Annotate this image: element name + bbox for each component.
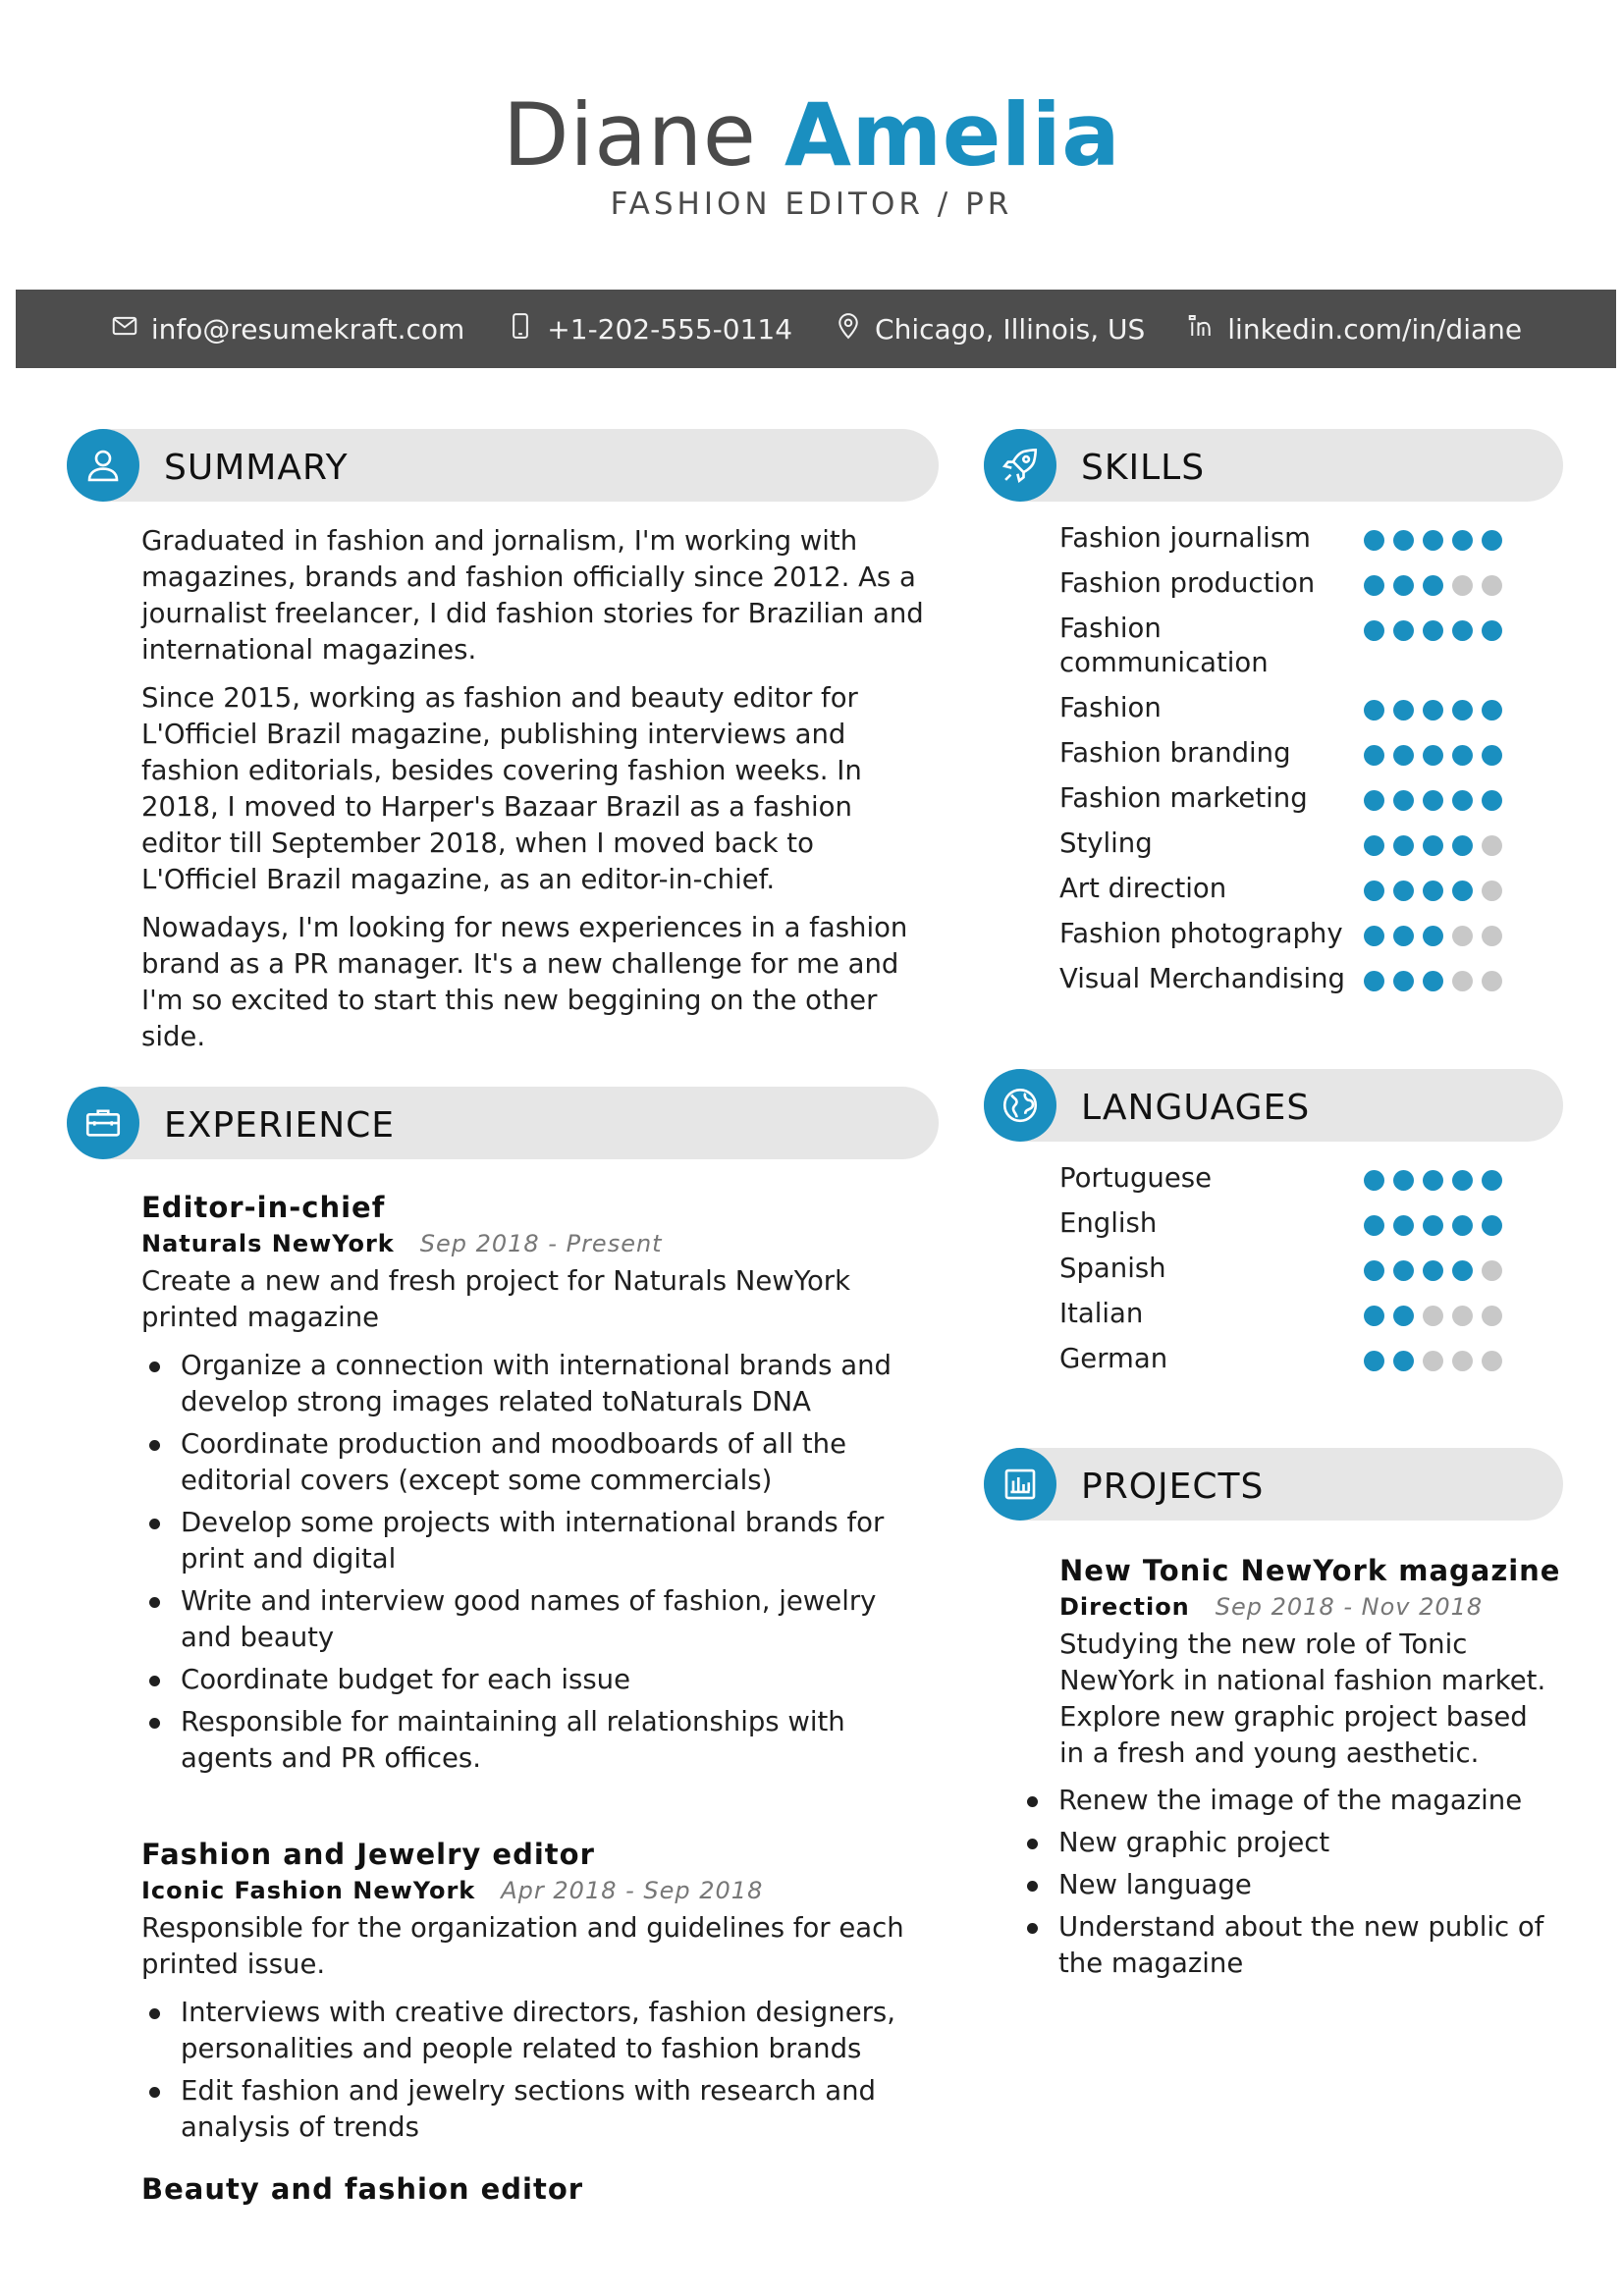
- rating-dot-empty: [1423, 1306, 1443, 1326]
- map-pin-icon: [834, 311, 863, 347]
- rating-dot-filled: [1452, 1170, 1473, 1191]
- rating-row: [1059, 962, 1570, 996]
- contact-bar: [16, 290, 1616, 368]
- rating-dot-filled: [1423, 1215, 1443, 1236]
- rating-dot-empty: [1482, 1306, 1502, 1326]
- rating-dots: [1364, 926, 1502, 946]
- rating-dot-filled: [1423, 745, 1443, 766]
- rating-dot-empty: [1452, 1351, 1473, 1371]
- rating-dot-filled: [1423, 530, 1443, 551]
- rating-dot-filled: [1452, 700, 1473, 721]
- project-date: Sep 2018 - Nov 2018: [1215, 1593, 1484, 1621]
- rating-dots: [1364, 881, 1502, 901]
- rating-dot-filled: [1393, 530, 1414, 551]
- rating-dot-empty: [1423, 1351, 1443, 1371]
- rating-dot-filled: [1452, 881, 1473, 901]
- rating-dot-filled: [1423, 835, 1443, 856]
- rating-dot-filled: [1452, 530, 1473, 551]
- job-meta: [141, 1877, 763, 1904]
- rating-dot-filled: [1482, 530, 1502, 551]
- rating-dot-filled: [1364, 1170, 1384, 1191]
- list-item: Interviews with creative directors, fashion designers, personalities and people related to fashion brands: [143, 1995, 929, 2067]
- rating-dot-filled: [1364, 926, 1384, 946]
- rating-dots: [1364, 835, 1502, 856]
- rating-dots: [1364, 1260, 1502, 1281]
- rating-dot-filled: [1452, 1215, 1473, 1236]
- experience-icon-badge: [67, 1087, 139, 1159]
- project-description: Studying the new role of Tonic NewYork in national fashion market. Explore new graphic project based in a fresh and young aesthetic.: [1059, 1629, 1546, 1769]
- rating-dot-filled: [1423, 700, 1443, 721]
- rating-dot-filled: [1452, 745, 1473, 766]
- rating-label: Fashion photography: [1059, 918, 1343, 949]
- list-item: Coordinate budget for each issue: [143, 1662, 929, 1698]
- list-item: Responsible for maintaining all relationships with agents and PR offices.: [143, 1704, 929, 1777]
- list-item: Develop some projects with international brands for print and digital: [143, 1505, 929, 1577]
- rating-row: [1059, 781, 1570, 816]
- email-text: info@resumekraft.com: [150, 312, 465, 346]
- rating-row: [1059, 1161, 1570, 1196]
- location-text: Chicago, Illinois, US: [875, 312, 1146, 346]
- rating-label: Visual Merchandising: [1059, 963, 1345, 994]
- job-organization: Naturals NewYork: [141, 1230, 395, 1257]
- rating-dot-empty: [1482, 575, 1502, 596]
- rating-label: Spanish: [1059, 1253, 1166, 1284]
- rating-dots: [1364, 1215, 1502, 1236]
- projects-title: PROJECTS: [1081, 1467, 1265, 1507]
- rating-dot-filled: [1393, 620, 1414, 641]
- summary-paragraph-2: Since 2015, working as fashion and beauty editor for L'Officiel Brazil magazine, publishing interviews and fashion editorials, besides covering fashion weeks. In 2018, I moved to Harper's Bazaar Brazil as a fashion editor till September 2018, when I moved back to L'Officiel Brazil magazine, as an editor-in-chief.: [141, 682, 862, 895]
- phone-text: +1-202-555-0114: [547, 312, 793, 346]
- rating-label: Fashion journalism: [1059, 522, 1311, 554]
- contact-email[interactable]: [110, 311, 464, 347]
- rating-dot-filled: [1364, 790, 1384, 811]
- rating-dot-filled: [1364, 530, 1384, 551]
- rating-dot-empty: [1482, 926, 1502, 946]
- rating-dots: [1364, 790, 1502, 811]
- rating-dot-filled: [1364, 1351, 1384, 1371]
- rating-dot-empty: [1482, 971, 1502, 991]
- skills-title: SKILLS: [1081, 448, 1206, 488]
- languages-title: LANGUAGES: [1081, 1088, 1311, 1128]
- rating-dots: [1364, 700, 1502, 721]
- rating-label: Fashion marketing: [1059, 782, 1308, 814]
- job-title: Beauty and fashion editor: [141, 2172, 584, 2206]
- rating-dot-filled: [1423, 620, 1443, 641]
- rating-dot-empty: [1482, 1351, 1502, 1371]
- rating-dot-filled: [1452, 620, 1473, 641]
- projects-header-bar: [984, 1448, 1563, 1521]
- rating-dot-empty: [1452, 971, 1473, 991]
- rating-dots: [1364, 745, 1502, 766]
- list-item: Write and interview good names of fashion, jewelry and beauty: [143, 1583, 929, 1656]
- job-description: Responsible for the organization and guidelines for each printed issue.: [141, 1912, 904, 1980]
- candidate-name: [0, 86, 1623, 185]
- skills-list: [1059, 521, 1570, 1007]
- rating-dot-filled: [1393, 790, 1414, 811]
- rating-row: [1059, 691, 1570, 725]
- briefcase-icon: [82, 1102, 124, 1144]
- rating-dot-empty: [1482, 1260, 1502, 1281]
- rating-row: [1059, 566, 1570, 601]
- rocket-icon: [1000, 445, 1041, 486]
- rating-dot-filled: [1393, 745, 1414, 766]
- rating-dot-filled: [1423, 1170, 1443, 1191]
- user-icon: [82, 445, 124, 486]
- rating-dots: [1364, 530, 1502, 551]
- rating-dot-filled: [1364, 1215, 1384, 1236]
- summary-paragraph-3: Nowadays, I'm looking for news experiences in a fashion brand as a PR manager. It's a new challenge for me and I'm so excited to start this new beggining on the other side.: [141, 912, 908, 1052]
- project-meta: [1059, 1593, 1483, 1621]
- list-item: Renew the image of the magazine: [1021, 1783, 1561, 1819]
- project-bullet-list: [1021, 1783, 1561, 1988]
- rating-dot-empty: [1482, 881, 1502, 901]
- summary-title: SUMMARY: [164, 448, 349, 488]
- rating-dot-filled: [1393, 1306, 1414, 1326]
- skills-icon-badge: [984, 429, 1056, 502]
- linkedin-text: linkedin.com/in/diane: [1227, 312, 1523, 346]
- rating-dot-filled: [1393, 575, 1414, 596]
- job-title: Fashion and Jewelry editor: [141, 1838, 595, 1871]
- rating-dot-filled: [1393, 971, 1414, 991]
- rating-row: [1059, 612, 1570, 680]
- rating-dot-filled: [1393, 835, 1414, 856]
- rating-label: Fashion: [1059, 692, 1162, 723]
- chart-icon: [1000, 1464, 1041, 1505]
- rating-dot-filled: [1364, 971, 1384, 991]
- rating-dot-filled: [1364, 1260, 1384, 1281]
- rating-dot-filled: [1393, 1215, 1414, 1236]
- phone-icon: [506, 311, 535, 347]
- projects-icon-badge: [984, 1448, 1056, 1521]
- rating-row: [1059, 1206, 1570, 1241]
- job-date: Apr 2018 - Sep 2018: [501, 1877, 764, 1904]
- rating-dot-filled: [1482, 700, 1502, 721]
- rating-dot-filled: [1482, 790, 1502, 811]
- rating-dot-filled: [1482, 745, 1502, 766]
- contact-linkedin[interactable]: [1186, 311, 1522, 347]
- first-name: Diane: [502, 84, 757, 186]
- rating-dot-empty: [1452, 575, 1473, 596]
- envelope-icon: [110, 311, 139, 347]
- rating-row: [1059, 917, 1570, 951]
- rating-dots: [1364, 575, 1502, 596]
- rating-dot-filled: [1452, 790, 1473, 811]
- rating-dot-filled: [1393, 1170, 1414, 1191]
- contact-phone[interactable]: [506, 311, 792, 347]
- rating-dot-filled: [1393, 1260, 1414, 1281]
- list-item: Organize a connection with international brands and develop strong images related toNaturals DNA: [143, 1348, 929, 1420]
- rating-row: [1059, 872, 1570, 906]
- rating-row: [1059, 521, 1570, 556]
- job-title-heading: FASHION EDITOR / PR: [610, 187, 1013, 222]
- rating-row: [1059, 1252, 1570, 1286]
- job-title: Editor-in-chief: [141, 1191, 386, 1224]
- job-meta: [141, 1230, 663, 1257]
- summary-icon-badge: [67, 429, 139, 502]
- rating-dots: [1364, 620, 1502, 641]
- rating-dot-filled: [1364, 620, 1384, 641]
- rating-dot-filled: [1364, 1306, 1384, 1326]
- rating-dots: [1364, 971, 1502, 991]
- rating-dot-filled: [1423, 790, 1443, 811]
- project-role: Direction: [1059, 1593, 1190, 1621]
- rating-row: [1059, 736, 1570, 771]
- rating-dot-empty: [1482, 835, 1502, 856]
- rating-dot-filled: [1452, 1260, 1473, 1281]
- rating-row: [1059, 827, 1570, 861]
- rating-row: [1059, 1297, 1570, 1331]
- rating-row: [1059, 1342, 1570, 1376]
- last-name: Amelia: [784, 84, 1121, 186]
- rating-dot-filled: [1482, 620, 1502, 641]
- skills-header-bar: [984, 429, 1563, 502]
- list-item: Understand about the new public of the magazine: [1021, 1909, 1561, 1982]
- rating-label: Portuguese: [1059, 1162, 1212, 1194]
- rating-dots: [1364, 1170, 1502, 1191]
- list-item: New graphic project: [1021, 1825, 1561, 1861]
- contact-location: [834, 311, 1145, 347]
- rating-dot-filled: [1452, 835, 1473, 856]
- rating-dot-filled: [1423, 1260, 1443, 1281]
- rating-dot-empty: [1452, 926, 1473, 946]
- rating-label: Styling: [1059, 828, 1153, 859]
- rating-dot-filled: [1393, 881, 1414, 901]
- experience-title: EXPERIENCE: [164, 1105, 396, 1146]
- rating-dot-filled: [1393, 700, 1414, 721]
- rating-dot-filled: [1423, 971, 1443, 991]
- job-bullet-list: [143, 1995, 929, 2152]
- rating-dot-filled: [1364, 835, 1384, 856]
- rating-dot-filled: [1393, 926, 1414, 946]
- rating-dot-filled: [1423, 881, 1443, 901]
- languages-list: [1059, 1161, 1570, 1387]
- rating-dots: [1364, 1351, 1502, 1371]
- rating-dot-filled: [1364, 700, 1384, 721]
- summary-paragraph-1: Graduated in fashion and jornalism, I'm working with magazines, brands and fashion officially since 2012. As a journalist freelancer, I did fashion stories for Brazilian and international magazines.: [141, 525, 924, 666]
- list-item: Edit fashion and jewelry sections with research and analysis of trends: [143, 2073, 929, 2146]
- rating-dot-filled: [1393, 1351, 1414, 1371]
- rating-label: Art direction: [1059, 873, 1227, 904]
- rating-label: Fashion branding: [1059, 737, 1291, 769]
- linkedin-icon: [1186, 311, 1216, 347]
- list-item: New language: [1021, 1867, 1561, 1903]
- languages-icon-badge: [984, 1069, 1056, 1142]
- rating-dots: [1364, 1306, 1502, 1326]
- rating-dot-filled: [1364, 881, 1384, 901]
- globe-icon: [1000, 1085, 1041, 1126]
- rating-dot-filled: [1364, 575, 1384, 596]
- rating-dot-filled: [1482, 1215, 1502, 1236]
- rating-dot-filled: [1423, 575, 1443, 596]
- rating-dot-filled: [1423, 926, 1443, 946]
- rating-label: German: [1059, 1343, 1168, 1374]
- job-bullet-list: [143, 1348, 929, 1783]
- job-description: Create a new and fresh project for Naturals NewYork printed magazine: [141, 1265, 850, 1333]
- rating-label: Italian: [1059, 1298, 1144, 1329]
- rating-dot-empty: [1452, 1306, 1473, 1326]
- rating-label: Fashion production: [1059, 567, 1316, 599]
- rating-dot-filled: [1364, 745, 1384, 766]
- job-organization: Iconic Fashion NewYork: [141, 1877, 476, 1904]
- job-date: Sep 2018 - Present: [419, 1230, 663, 1257]
- project-title: New Tonic NewYork magazine: [1059, 1554, 1561, 1587]
- rating-label: English: [1059, 1207, 1158, 1239]
- list-item: Coordinate production and moodboards of all the editorial covers (except some commercials): [143, 1426, 929, 1499]
- rating-dot-filled: [1482, 1170, 1502, 1191]
- rating-label: Fashion communication: [1059, 613, 1269, 678]
